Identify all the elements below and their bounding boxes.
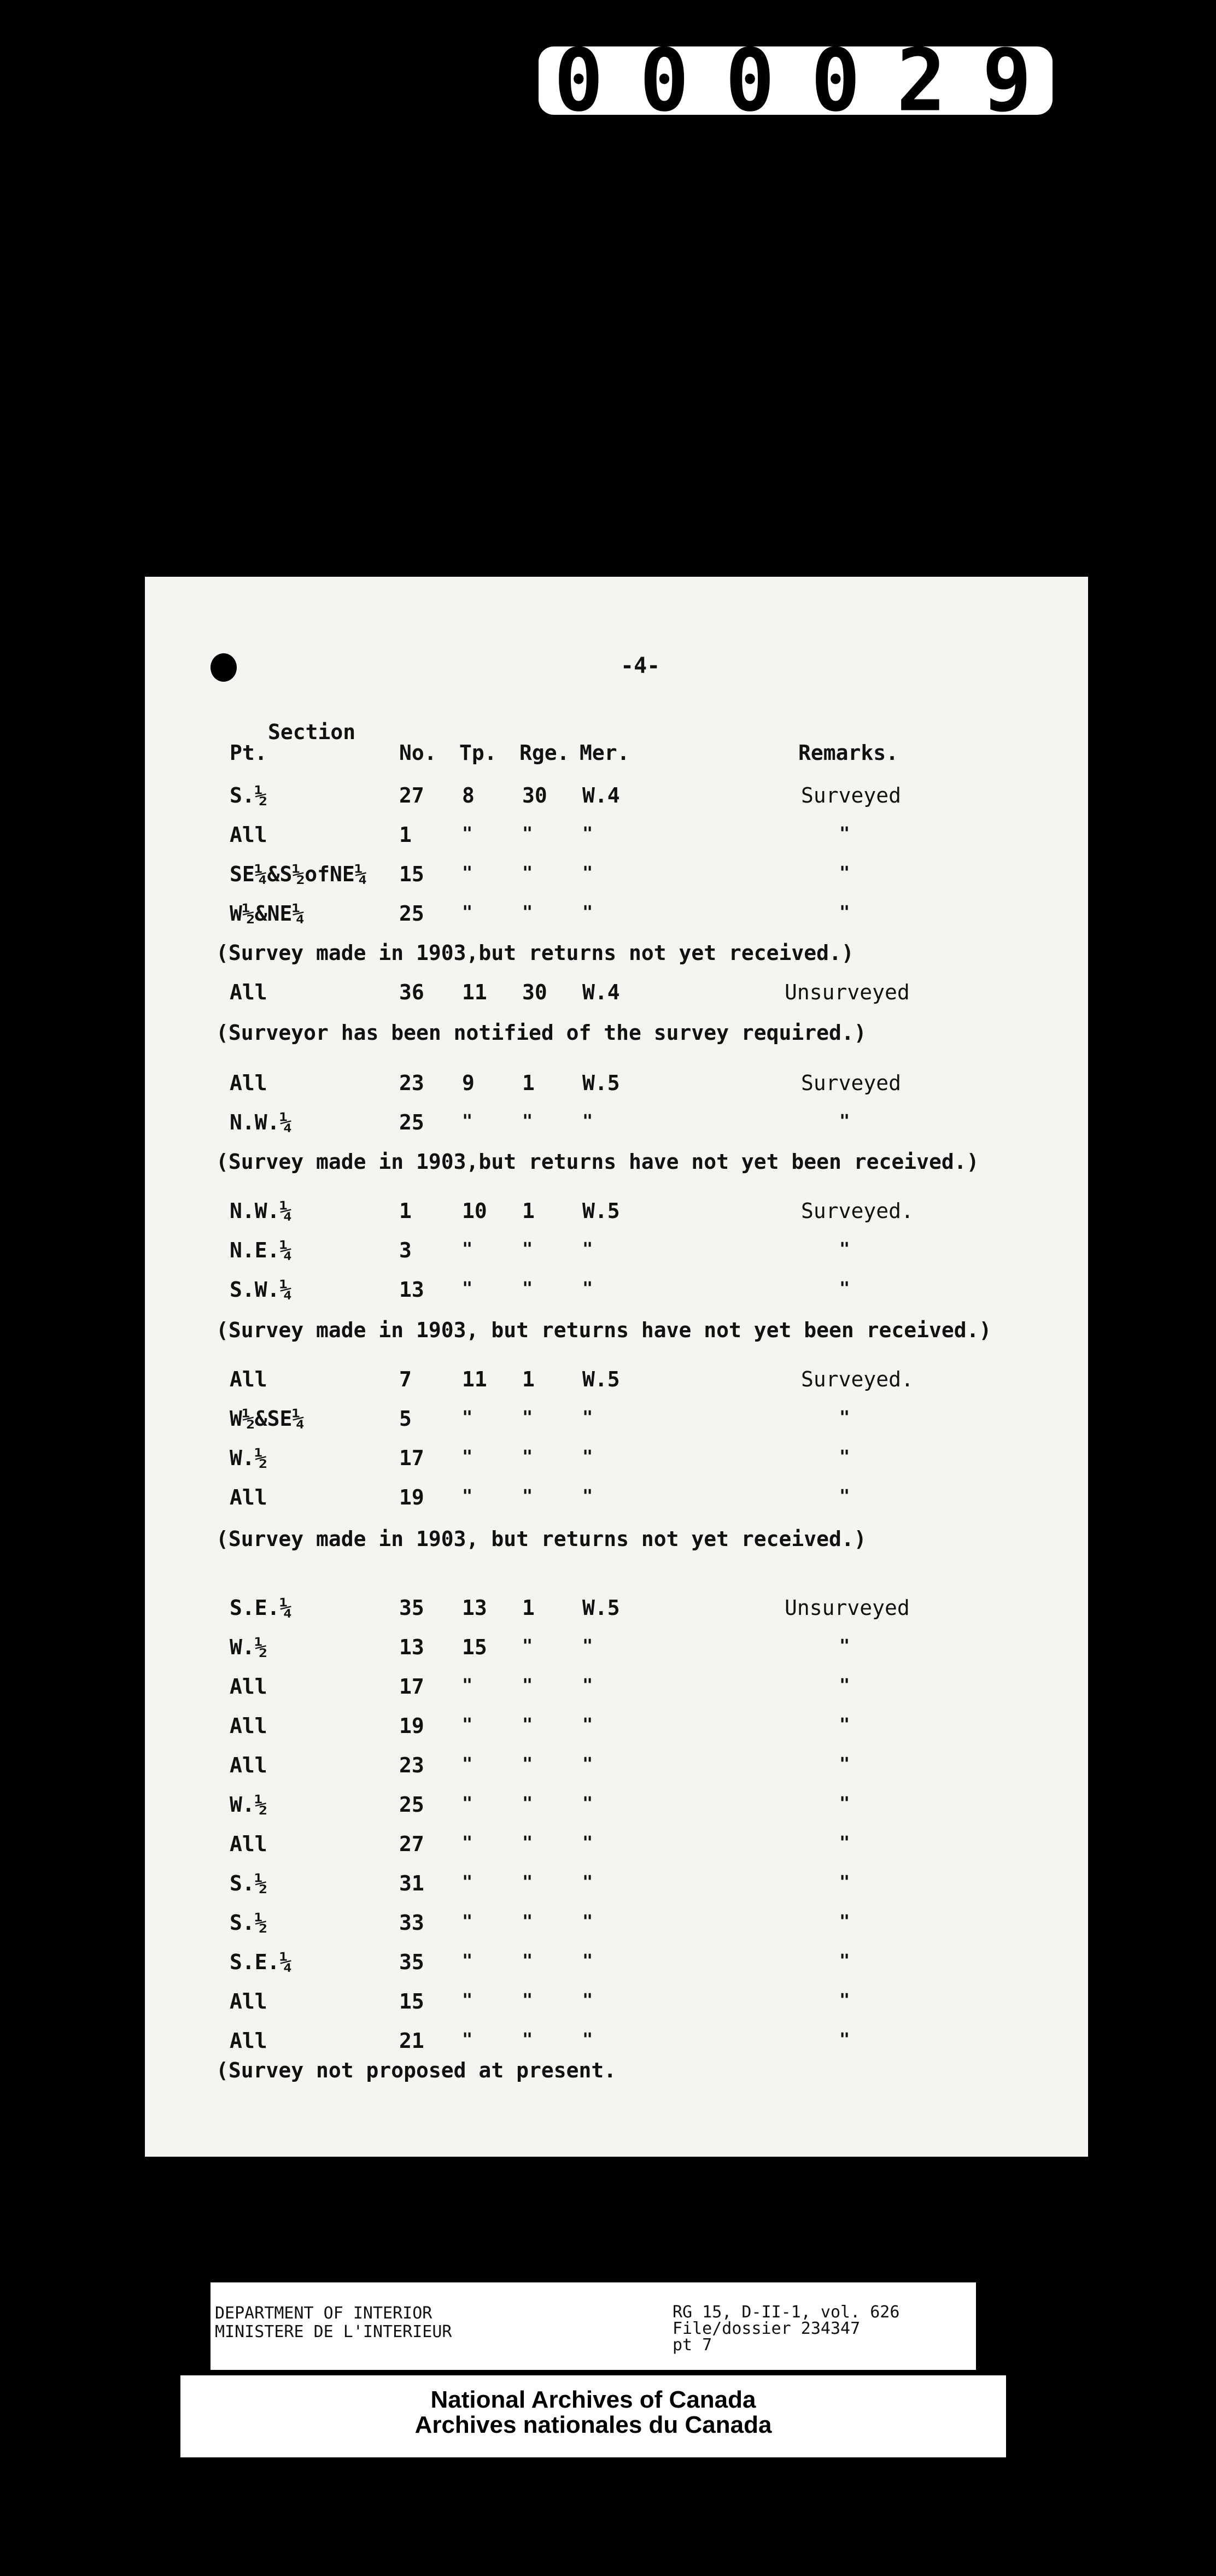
cell-mer: " — [582, 2029, 593, 2050]
header-section: Section — [268, 720, 356, 744]
survey-note: (Survey not proposed at present. — [216, 2058, 617, 2082]
cell-tp: " — [462, 1950, 473, 1971]
cell-no: 1 — [399, 1199, 412, 1223]
cell-no: 7 — [399, 1367, 412, 1391]
cell-rge: " — [522, 1407, 533, 1427]
cell-mer: " — [582, 1485, 593, 1506]
archive-name-fr: Archives nationales du Canada — [414, 2411, 772, 2438]
cell-rge: " — [522, 1110, 533, 1131]
cell-rge: " — [522, 1911, 533, 1931]
cell-pt: S.½ — [230, 1911, 267, 1935]
survey-note: (Survey made in 1903, but returns not yet received.) — [216, 1527, 867, 1551]
cell-pt: N.E.¼ — [230, 1238, 293, 1262]
cell-rge: " — [522, 862, 533, 883]
cell-pt: All — [230, 980, 267, 1004]
survey-note: (Survey made in 1903,but returns have not yet been received.) — [216, 1150, 979, 1174]
cell-mer: " — [582, 1832, 593, 1853]
file-number: File/dossier 234347 — [673, 2319, 861, 2338]
cell-no: 36 — [399, 980, 424, 1004]
cell-rge: " — [522, 1485, 533, 1506]
cell-no: 27 — [399, 783, 424, 807]
cell-remark: Unsurveyed — [785, 1596, 910, 1620]
cell-tp: " — [462, 823, 473, 844]
frame-digit: 0 — [554, 31, 609, 131]
cell-mer: W.5 — [582, 1367, 620, 1391]
cell-tp: " — [462, 1911, 473, 1931]
cell-tp: " — [462, 901, 473, 922]
cell-rge: " — [522, 1832, 533, 1853]
cell-mer: " — [582, 823, 593, 844]
survey-note: (Survey made in 1903, but returns have not yet been received.) — [216, 1318, 992, 1342]
header-rge: Rge. — [519, 741, 570, 765]
cell-remark: " — [839, 1675, 850, 1695]
cell-tp: " — [462, 1675, 473, 1695]
cell-no: 25 — [399, 901, 424, 926]
cell-mer: " — [582, 1753, 593, 1774]
archive-name-label — [180, 2375, 1006, 2457]
cell-rge: " — [522, 1950, 533, 1971]
frame-digit: 2 — [896, 31, 952, 131]
cell-rge: " — [522, 1714, 533, 1735]
cell-mer: " — [582, 901, 593, 922]
cell-tp: 13 — [462, 1596, 487, 1620]
cell-mer: " — [582, 862, 593, 883]
cell-no: 25 — [399, 1793, 424, 1817]
cell-tp: " — [462, 1278, 473, 1298]
cell-pt: W.½ — [230, 1635, 267, 1659]
header-pt: Pt. — [230, 741, 267, 765]
survey-note: (Survey made in 1903,but returns not yet received.) — [216, 941, 854, 965]
cell-rge: " — [522, 1989, 533, 2010]
cell-rge: " — [522, 1753, 533, 1774]
cell-mer: " — [582, 1871, 593, 1892]
cell-remark: Unsurveyed — [785, 980, 910, 1004]
page-number: -4- — [621, 653, 660, 678]
survey-note: (Surveyor has been notified of the survey required.) — [216, 1021, 867, 1045]
cell-remark: " — [839, 1714, 850, 1735]
cell-mer: " — [582, 1911, 593, 1931]
cell-remark: " — [839, 2029, 850, 2050]
cell-tp: 10 — [462, 1199, 487, 1223]
cell-no: 21 — [399, 2029, 424, 2053]
part-number: pt 7 — [673, 2335, 712, 2355]
cell-remark: " — [839, 1832, 850, 1853]
cell-mer: W.4 — [582, 980, 620, 1004]
cell-pt: SE¼&S½ofNE¼ — [230, 862, 367, 886]
cell-no: 17 — [399, 1446, 424, 1470]
cell-rge: " — [522, 823, 533, 844]
cell-remark: Surveyed. — [801, 1367, 914, 1391]
cell-pt: S.½ — [230, 1871, 267, 1895]
cell-pt: W.½ — [230, 1446, 267, 1470]
cell-pt: S.E.¼ — [230, 1596, 293, 1620]
cell-no: 17 — [399, 1675, 424, 1699]
cell-mer: W.4 — [582, 783, 620, 807]
cell-remark: " — [839, 1238, 850, 1259]
cell-tp: 8 — [462, 783, 475, 807]
cell-no: 19 — [399, 1714, 424, 1738]
frame-digit: 0 — [639, 31, 695, 131]
cell-tp: 11 — [462, 980, 487, 1004]
cell-tp: " — [462, 2029, 473, 2050]
cell-no: 1 — [399, 823, 412, 847]
cell-remark: Surveyed. — [801, 1199, 914, 1223]
cell-pt: All — [230, 1989, 267, 2013]
cell-rge: " — [522, 901, 533, 922]
cell-mer: W.5 — [582, 1199, 620, 1223]
frame-digit: 0 — [725, 31, 780, 131]
document-page — [145, 577, 1088, 2157]
cell-pt: W½&SE¼ — [230, 1407, 305, 1431]
department-fr: MINISTERE DE L'INTERIEUR — [215, 2322, 452, 2341]
cell-remark: " — [839, 1950, 850, 1971]
cell-rge: " — [522, 2029, 533, 2050]
cell-remark: Surveyed — [801, 783, 902, 807]
archive-reference-label — [211, 2282, 976, 2370]
record-group: RG 15, D-II-1, vol. 626 — [673, 2303, 900, 2322]
cell-rge: " — [522, 1871, 533, 1892]
cell-pt: S.E.¼ — [230, 1950, 293, 1974]
cell-pt: N.W.¼ — [230, 1199, 293, 1223]
cell-pt: All — [230, 1071, 267, 1095]
cell-rge: 30 — [522, 980, 547, 1004]
cell-remark: " — [839, 901, 850, 922]
cell-rge: " — [522, 1635, 533, 1656]
cell-remark: " — [839, 1485, 850, 1506]
cell-no: 13 — [399, 1278, 424, 1302]
cell-remark: " — [839, 1793, 850, 1813]
frame-number — [539, 31, 1053, 131]
cell-remark: " — [839, 862, 850, 883]
cell-mer: " — [582, 1407, 593, 1427]
cell-pt: S.½ — [230, 783, 267, 807]
cell-tp: 15 — [462, 1635, 487, 1659]
cell-remark: " — [839, 1278, 850, 1298]
cell-tp: " — [462, 1989, 473, 2010]
cell-no: 3 — [399, 1238, 412, 1262]
cell-remark: Surveyed — [801, 1071, 902, 1095]
cell-no: 5 — [399, 1407, 412, 1431]
cell-mer: " — [582, 1635, 593, 1656]
cell-no: 15 — [399, 1989, 424, 2013]
header-mer: Mer. — [580, 741, 630, 765]
cell-pt: All — [230, 1714, 267, 1738]
cell-tp: " — [462, 1753, 473, 1774]
cell-pt: All — [230, 1675, 267, 1699]
cell-mer: " — [582, 1950, 593, 1971]
cell-tp: 9 — [462, 1071, 475, 1095]
cell-rge: 30 — [522, 783, 547, 807]
cell-mer: " — [582, 1278, 593, 1298]
header-remarks: Remarks. — [798, 741, 899, 765]
cell-remark: " — [839, 1989, 850, 2010]
cell-mer: " — [582, 1989, 593, 2010]
cell-pt: All — [230, 1367, 267, 1391]
cell-rge: " — [522, 1278, 533, 1298]
cell-no: 15 — [399, 862, 424, 886]
cell-rge: 1 — [522, 1071, 535, 1095]
cell-remark: " — [839, 1110, 850, 1131]
frame-digit: 9 — [982, 31, 1037, 131]
cell-no: 27 — [399, 1832, 424, 1856]
cell-tp: " — [462, 1871, 473, 1892]
department-en: DEPARTMENT OF INTERIOR — [215, 2304, 432, 2323]
cell-pt: All — [230, 823, 267, 847]
cell-mer: " — [582, 1446, 593, 1467]
cell-remark: " — [839, 1911, 850, 1931]
cell-no: 23 — [399, 1753, 424, 1777]
cell-rge: " — [522, 1238, 533, 1259]
cell-mer: " — [582, 1110, 593, 1131]
cell-rge: " — [522, 1446, 533, 1467]
cell-no: 23 — [399, 1071, 424, 1095]
cell-mer: W.5 — [582, 1071, 620, 1095]
cell-pt: All — [230, 1753, 267, 1777]
cell-pt: All — [230, 1485, 267, 1509]
cell-remark: " — [839, 823, 850, 844]
cell-no: 33 — [399, 1911, 424, 1935]
cell-remark: " — [839, 1871, 850, 1892]
cell-tp: " — [462, 1407, 473, 1427]
cell-rge: 1 — [522, 1596, 535, 1620]
cell-no: 13 — [399, 1635, 424, 1659]
cell-mer: " — [582, 1793, 593, 1813]
cell-remark: " — [839, 1446, 850, 1467]
cell-rge: 1 — [522, 1367, 535, 1391]
cell-pt: All — [230, 2029, 267, 2053]
header-tp: Tp. — [459, 741, 497, 765]
cell-mer: W.5 — [582, 1596, 620, 1620]
cell-rge: " — [522, 1675, 533, 1695]
cell-no: 31 — [399, 1871, 424, 1895]
cell-tp: " — [462, 1793, 473, 1813]
cell-pt: W½&NE¼ — [230, 901, 305, 926]
cell-tp: " — [462, 1238, 473, 1259]
cell-tp: 11 — [462, 1367, 487, 1391]
cell-pt: All — [230, 1832, 267, 1856]
cell-pt: S.W.¼ — [230, 1278, 293, 1302]
archive-name-en: National Archives of Canada — [430, 2386, 756, 2413]
frame-digit: 0 — [811, 31, 866, 131]
cell-pt: W.½ — [230, 1793, 267, 1817]
cell-rge: 1 — [522, 1199, 535, 1223]
cell-tp: " — [462, 1832, 473, 1853]
cell-remark: " — [839, 1753, 850, 1774]
cell-no: 35 — [399, 1596, 424, 1620]
cell-pt: N.W.¼ — [230, 1110, 293, 1134]
cell-remark: " — [839, 1635, 850, 1656]
cell-rge: " — [522, 1793, 533, 1813]
punch-hole — [211, 653, 237, 682]
cell-mer: " — [582, 1714, 593, 1735]
cell-tp: " — [462, 1714, 473, 1735]
cell-tp: " — [462, 1110, 473, 1131]
cell-no: 19 — [399, 1485, 424, 1509]
cell-mer: " — [582, 1675, 593, 1695]
cell-remark: " — [839, 1407, 850, 1427]
header-no: No. — [399, 741, 437, 765]
cell-tp: " — [462, 1446, 473, 1467]
cell-tp: " — [462, 862, 473, 883]
cell-mer: " — [582, 1238, 593, 1259]
cell-no: 25 — [399, 1110, 424, 1134]
cell-no: 35 — [399, 1950, 424, 1974]
cell-tp: " — [462, 1485, 473, 1506]
